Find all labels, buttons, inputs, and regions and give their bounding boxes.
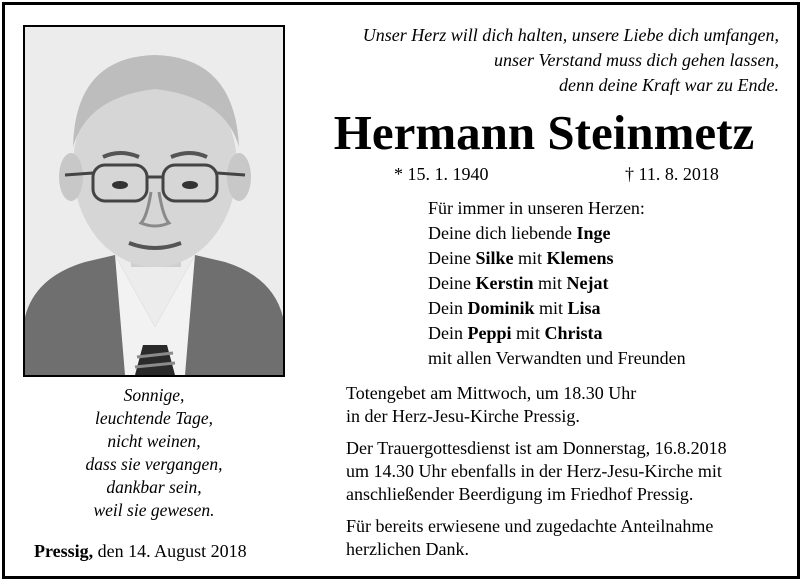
notice-line: Für bereits erwiesene und zugedachte Anteilnahme bbox=[346, 516, 714, 536]
entry-name: Dominik bbox=[467, 298, 535, 318]
notice-line: in der Herz-Jesu-Kirche Pressig. bbox=[346, 406, 580, 426]
family-entry bbox=[428, 221, 686, 246]
deceased-name: Hermann Steinmetz bbox=[333, 105, 755, 160]
notice-line: um 14.30 Uhr ebenfalls in der Herz-Jesu-Kirche mit bbox=[346, 461, 722, 481]
notice-line: herzlichen Dank. bbox=[346, 539, 469, 559]
entry-prefix: Deine bbox=[428, 273, 476, 293]
portrait-photo bbox=[23, 25, 285, 377]
birth-date: * 15. 1. 1940 bbox=[394, 164, 489, 184]
family-entry bbox=[428, 246, 686, 271]
entry-name: Silke bbox=[475, 248, 514, 268]
notice-line: anschließender Beerdigung im Friedhof Pressig. bbox=[346, 484, 694, 504]
entry-prefix: Dein bbox=[428, 298, 468, 318]
poem-line: dankbar sein, bbox=[106, 477, 202, 497]
family-entry bbox=[428, 321, 686, 346]
poem-line: weil sie gewesen. bbox=[93, 500, 215, 520]
poem-line: leuchtende Tage, bbox=[95, 408, 213, 428]
death-date: † 11. 8. 2018 bbox=[625, 164, 719, 184]
place-and-date bbox=[34, 541, 247, 562]
motto-line: unser Verstand muss dich gehen lassen, bbox=[494, 50, 779, 70]
family-intro: Für immer in unseren Herzen: bbox=[428, 198, 645, 218]
entry-name: Inge bbox=[576, 223, 611, 243]
entry-connector: mit bbox=[513, 248, 547, 268]
motto bbox=[299, 23, 779, 98]
prayer-notice bbox=[346, 382, 636, 428]
date: den 14. August 2018 bbox=[93, 541, 247, 561]
service-notice bbox=[346, 437, 727, 506]
portrait-illustration bbox=[25, 27, 283, 375]
motto-line: Unser Herz will dich halten, unsere Liebe dich umfangen, bbox=[362, 25, 779, 45]
entry-connector: mit bbox=[534, 298, 568, 318]
poem bbox=[30, 384, 278, 522]
family-entry bbox=[428, 271, 686, 296]
entry-partner: Klemens bbox=[546, 248, 614, 268]
entry-partner: Christa bbox=[544, 323, 603, 343]
entry-prefix: Deine dich liebende bbox=[428, 223, 577, 243]
family-outro: mit allen Verwandten und Freunden bbox=[428, 348, 686, 368]
place: Pressig, bbox=[34, 541, 94, 561]
family-list bbox=[428, 196, 686, 371]
entry-prefix: Deine bbox=[428, 248, 476, 268]
entry-connector: mit bbox=[533, 273, 567, 293]
entry-prefix: Dein bbox=[428, 323, 468, 343]
notice-line: Der Trauergottesdienst ist am Donnerstag, 16.8.2018 bbox=[346, 438, 727, 458]
entry-name: Kerstin bbox=[475, 273, 534, 293]
thanks-notice bbox=[346, 515, 713, 561]
family-entry bbox=[428, 296, 686, 321]
poem-line: Sonnige, bbox=[123, 385, 185, 405]
entry-name: Peppi bbox=[467, 323, 512, 343]
entry-partner: Nejat bbox=[566, 273, 609, 293]
poem-line: nicht weinen, bbox=[107, 431, 201, 451]
notice-line: Totengebet am Mittwoch, um 18.30 Uhr bbox=[346, 383, 637, 403]
entry-partner: Lisa bbox=[567, 298, 601, 318]
poem-line: dass sie vergangen, bbox=[85, 454, 223, 474]
entry-connector: mit bbox=[511, 323, 545, 343]
motto-line: denn deine Kraft war zu Ende. bbox=[559, 75, 779, 95]
